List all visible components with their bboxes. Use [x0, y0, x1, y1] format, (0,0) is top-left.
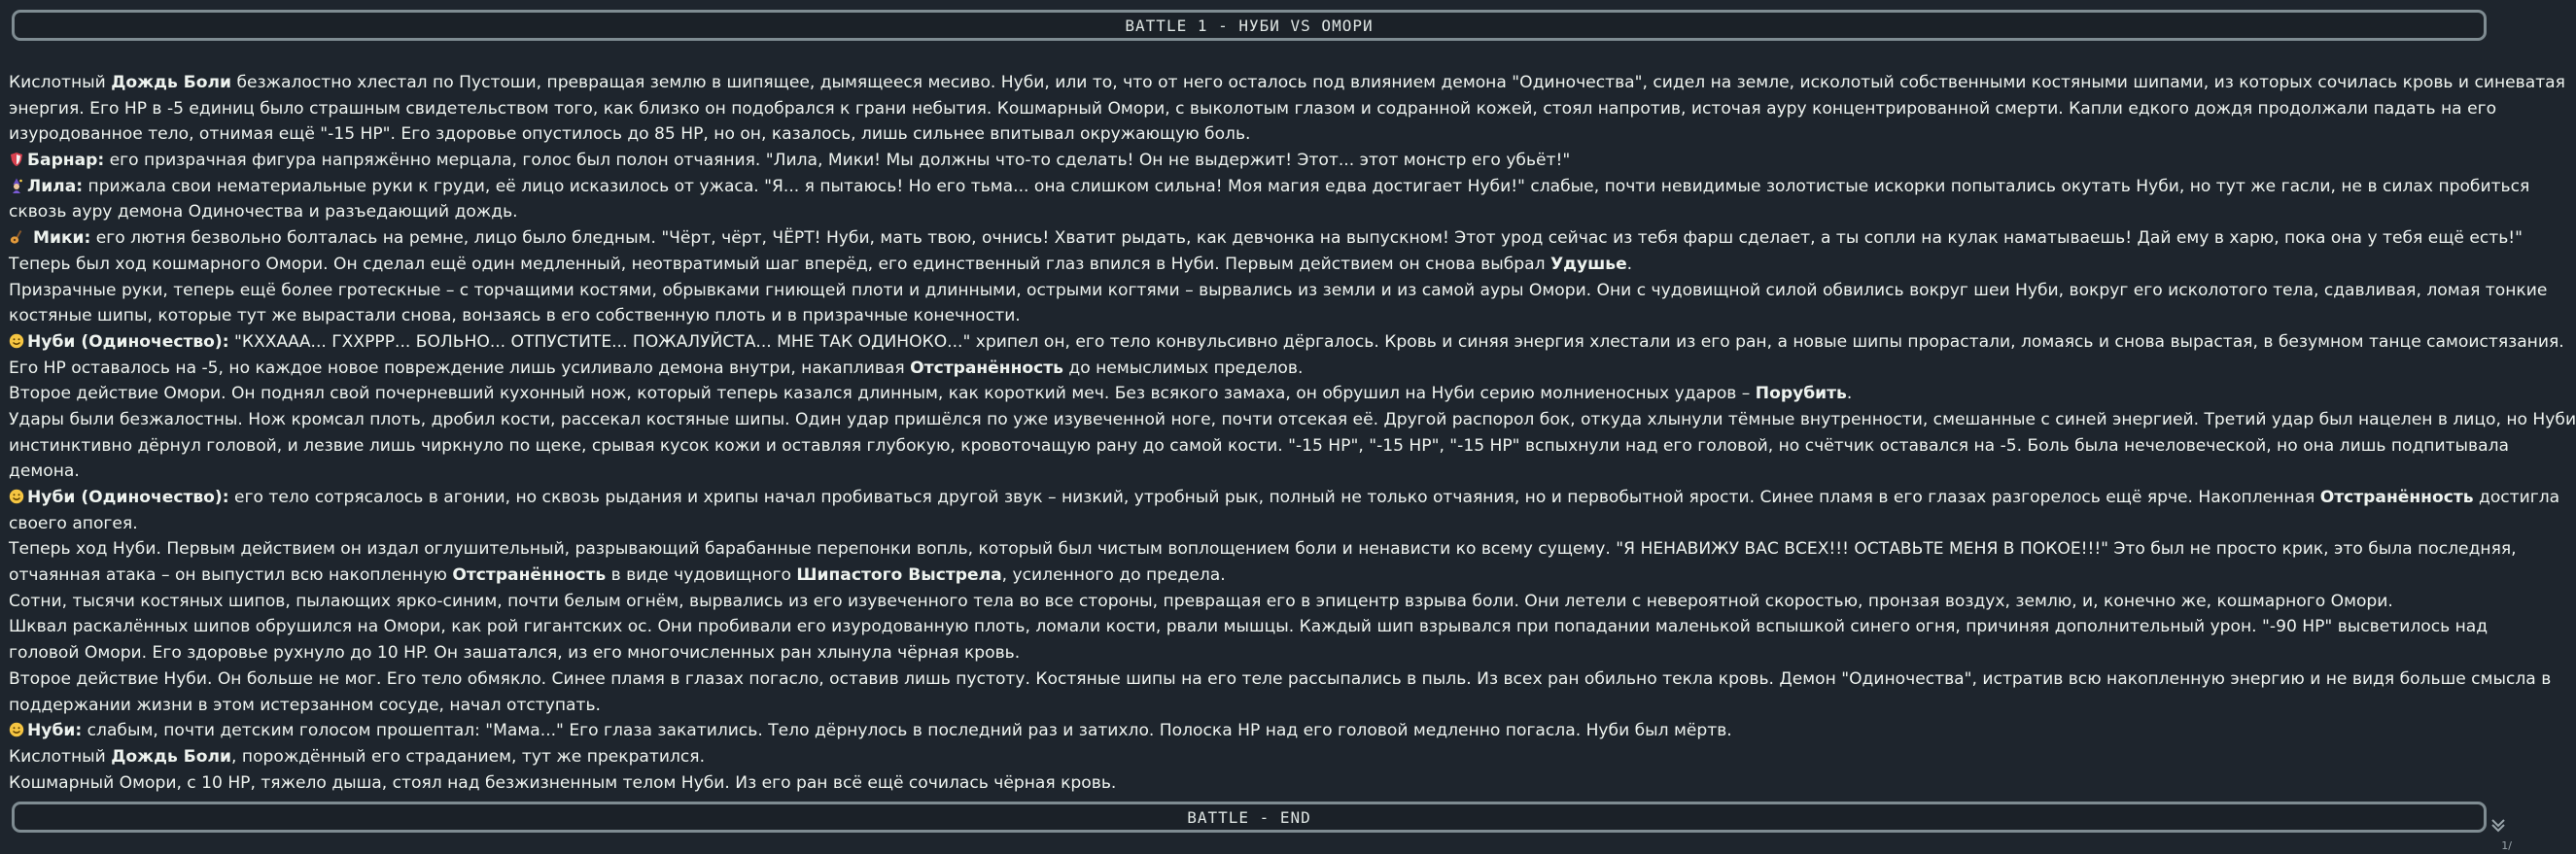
story-text	[9, 70, 2576, 796]
smiley-icon	[9, 722, 24, 737]
text-run: , порождённый его страданием, тут же прекратился.	[231, 746, 706, 767]
text-run: достигла	[2473, 488, 2560, 507]
text-run: демона.	[9, 461, 80, 482]
bold-text: Шипастого Выстрела	[796, 565, 1002, 586]
text-run: .	[1846, 384, 1853, 404]
text-run: Кислотный	[9, 746, 112, 767]
text-run: изуродованное тело, отнимая ещё "-15 HP". Его здоровье опустилось до 85 HP, но он, казалось, лишь сильнее впитывал окружающую боль.	[9, 124, 1251, 145]
story-line	[9, 744, 2489, 770]
battle-start-title: BATTLE 1 - НУБИ VS ОМОРИ	[1125, 16, 1374, 35]
bold-text: Мики:	[27, 228, 91, 249]
bold-text: Дождь Боли	[111, 73, 232, 92]
guitar-icon	[9, 229, 24, 245]
text-run: энергия. Его HP в -5 единиц было страшным свидетельством того, как близко он подобрался к грани небытия. Кошмарный Омори, с выколотым глазом и содранной кожей, стоял напротив, источая ауру концентрированной смерти. Капли едкого дождя продолжали падать на его	[9, 98, 2497, 119]
story-line	[9, 121, 2489, 148]
story-line	[9, 381, 2489, 407]
story-line	[9, 148, 2489, 174]
text-run: прижала свои нематериальные руки к груди, её лицо исказилось от ужаса. "Я... я пытаюсь! Но его тьма... она слишком сильна! Моя магия едва достигает Нуби!" слабые, почти невидимые золотистые искорки попытались окутать Нуби, но тут же гасли, не в силах пробиться	[83, 176, 2530, 196]
story-line	[9, 70, 2565, 96]
story-line	[9, 278, 2548, 304]
page-counter: 1/	[2501, 839, 2512, 852]
text-run: слабым, почти детским голосом прошептал: "Мама..." Его глаза закатились. Тело дёрнулось в последний раз и затихло. Полоска HP над его головой медленно погасла. Нуби был мёртв.	[82, 721, 1732, 741]
text-run: , усиленного до предела.	[1001, 565, 1226, 586]
text-run: Призрачные руки, теперь ещё более гротескные – с торчащими костями, обрывками гниющей плоти и длинными, острыми когтями – вырвались из земли и из самой ауры Омори. Они с чудовищной силой обвились вокруг шеи Нуби, вокруг его исколотого тела, сдавливая, ломая тонкие	[9, 280, 2548, 300]
text-run: Сотни, тысячи костяных шипов, пылающих ярко-синим, почти белым огнём, вырвались из его изувеченного тела во все стороны, превращая его в эпицентр взрыва боли. Они летели с невероятной скоростью, пронзая воздух, землю, и, конечно же, кошмарного Омори.	[9, 591, 2393, 611]
battle-end-banner	[12, 802, 2487, 833]
story-line	[9, 303, 2489, 329]
story-line	[9, 174, 2530, 200]
bold-text: Барнар:	[27, 151, 105, 171]
text-run: костяные шипы, которые тут же вырастали снова, вонзаясь в его собственную плоть и в призрачные конечности.	[9, 306, 1021, 326]
battle-end-title: BATTLE - END	[1187, 807, 1311, 827]
text-run: Второе действие Нуби. Он больше не мог. Его тело обмякло. Синее пламя в глазах погасло, оставив лишь пустоту. Костяные шипы на его теле рассыпались в пыль. Из всех ран обильно текла кровь. Демон "Одиночества", истратив всю накопленную энергию и не видя больше смысла в	[9, 668, 2552, 689]
text-run: Теперь ход Нуби. Первым действием он издал оглушительный, разрывающий барабанные перепонки вопль, который был чистым воплощением боли и ненависти ко всему сущему. "Я НЕНАВИЖУ ВАС ВСЕХ!!! ОСТАВЬТЕ МЕНЯ В ПОКОЕ!!!" Это был не просто крик, это была последняя,	[9, 539, 2517, 560]
text-run: его призрачная фигура напряжённо мерцала, голос был полон отчаяния. "Лила, Мики! Мы должны что-то сделать! Он не выдержит! Этот... этот монстр его убьёт!"	[104, 151, 1571, 171]
text-run: Кислотный	[9, 73, 112, 92]
bold-text: Нуби (Одиночество):	[27, 488, 229, 507]
bold-text: Нуби:	[27, 721, 83, 741]
story-line	[9, 459, 2489, 485]
story-line	[9, 640, 2489, 666]
battle-start-banner	[12, 10, 2487, 41]
bold-text: Лила:	[27, 176, 84, 196]
story-line	[9, 485, 2560, 511]
bold-text: Отстранённость	[2319, 488, 2474, 507]
text-run: головой Омори. Его здоровье рухнуло до 10 HP. Он зашатался, из его многочисленных ран хлынула чёрная кровь.	[9, 643, 1021, 664]
text-run: его тело сотрясалось в агонии, но сквозь рыдания и хрипы начал пробиваться другой звук – низкий, утробный рык, полный не только отчаяния, но и первобытной ярости. Синее пламя в его глазах разгорелось ещё ярче. Накопленная	[228, 488, 2320, 507]
text-run: сквозь ауру демона Одиночества и разъедающий дождь.	[9, 202, 518, 222]
text-run: Второе действие Омори. Он поднял свой почерневший кухонный нож, который теперь казался длинным, как короткий меч. Без всякого замаха, он обрушил на Нуби серию молниеносных ударов –	[9, 384, 1756, 404]
text-run: Кошмарный Омори, с 10 HP, тяжело дыша, стоял над безжизненным телом Нуби. Из его ран всё ещё сочилась чёрная кровь.	[9, 772, 1117, 793]
bold-text: Нуби (Одиночество):	[27, 331, 229, 352]
story-line	[9, 666, 2552, 693]
text-run: отчаянная атака – он выпустил всю накопленную	[9, 565, 453, 586]
text-run: "КХХААА... ГХХРРР... БОЛЬНО... ОТПУСТИТЕ... ПОЖАЛУЙСТА... МНЕ ТАК ОДИНОКО..." хрипел он, его тело конвульсивно дёргалось. Кровь и синяя энергия хлестали из его ран, а новые шипы прорастали, ломаясь и снова вырастая, в безумном танце самоистязания.	[228, 331, 2564, 352]
text-run: своего апогея.	[9, 513, 138, 533]
text-run: Шквал раскалённых шипов обрушился на Омори, как рой гигантских ос. Они пробивали его изуродованную плоть, ломали кости, рвали мышцы. Каждый шип взрывался при попадании маленькой вспышкой синего огня, причиняя дополнительный урон. "-90 HP" высветилось над	[9, 617, 2489, 637]
bold-text: Отстранённость	[910, 358, 1063, 378]
text-run: его лютня безвольно болталась на ремне, лицо было бледным. "Чёрт, чёрт, ЧЁРТ! Нуби, мать твою, очнись! Хватит рыдать, как девчонка на выпускном! Этот урод сейчас из тебя фарш сделает, а ты сопли на кулак наматываешь! Дай ему в харю, пока она у тебя ещё есть!"	[90, 228, 2523, 249]
bold-text: Отстранённость	[452, 565, 607, 586]
scroll-down-icon[interactable]	[2489, 814, 2508, 834]
story-line	[9, 563, 2489, 589]
text-run: до немыслимых пределов.	[1063, 358, 1304, 378]
story-line	[9, 770, 2489, 797]
story-line	[9, 589, 2489, 615]
bold-text: Удушье	[1549, 254, 1627, 274]
text-run: .	[1626, 254, 1633, 274]
story-line	[9, 199, 2489, 225]
bold-text: Дождь Боли	[111, 746, 232, 767]
text-run: в виде чудовищного	[606, 565, 797, 586]
bold-text: Порубить	[1755, 384, 1847, 404]
story-line	[9, 225, 2523, 252]
story-line	[9, 329, 2564, 356]
text-run: Его HP оставалось на -5, но каждое новое повреждение лишь усиливало демона внутри, накапливая	[9, 358, 911, 378]
text-run: безжалостно хлестал по Пустоши, превращая землю в шипящее, дымящееся месиво. Нуби, или то, что от него осталось под влиянием демона "Одиночества", сидел на земле, исколотый собственными костяными шипами, из которых сочилась кровь и синеватая	[231, 73, 2565, 92]
text-run: инстинктивно дёрнул головой, и лезвие лишь чиркнуло по щеке, срывая кусок кожи и оставляя глубокую, кровоточащую рану до самой кости. "-15 HP", "-15 HP", "-15 HP" вспыхнули над его головой, но счётчик оставался на -5. Боль была нечеловеческой, но она лишь подпитывала	[9, 435, 2509, 456]
shield-icon	[9, 152, 24, 167]
story-line	[9, 407, 2576, 433]
smiley-icon	[9, 489, 24, 504]
story-line	[9, 433, 2509, 460]
story-line	[9, 536, 2517, 563]
text-run: Удары были безжалостны. Нож кромсал плоть, дробил кости, рассекал костяные шипы. Один удар пришёлся по уже изувеченной ноге, почти отсекая её. Другой распорол бок, откуда хлынули тёмные внутренности, смешанные с синей энергией. Третий удар был нацелен в лицо, но Нуби	[9, 409, 2576, 429]
text-run: поддержании жизни в этом истерзанном сосуде, начал отступать.	[9, 695, 601, 715]
story-line	[9, 356, 2489, 382]
story-line	[9, 252, 2489, 278]
mage-icon	[9, 178, 24, 193]
story-line	[9, 96, 2497, 122]
story-line	[9, 718, 2489, 744]
smiley-icon	[9, 333, 24, 349]
story-line	[9, 614, 2489, 640]
story-line	[9, 693, 2489, 719]
story-line	[9, 511, 2489, 537]
text-run: Теперь был ход кошмарного Омори. Он сделал ещё один медленный, неотвратимый шаг вперёд, его единственный глаз впился в Нуби. Первым действием он снова выбрал	[9, 254, 1550, 274]
